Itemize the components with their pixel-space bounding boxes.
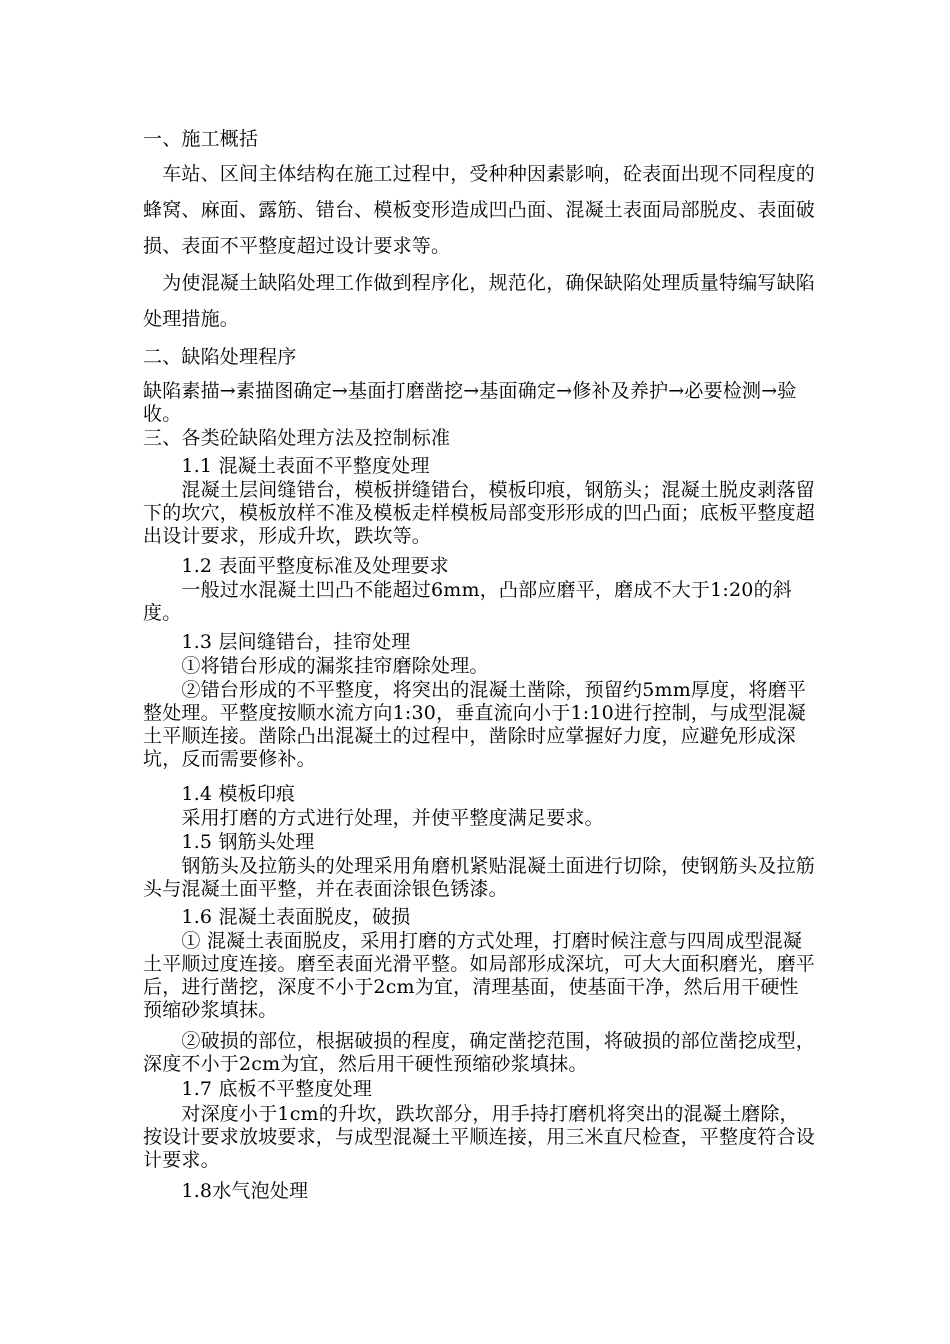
section1-paragraph-1: 车站、区间主体结构在施工过程中，受种种因素影响，砼表面出现不同程度的蜂窝、麻面、露筋、错台、模板变形造成凹凸面、混凝土表面局部脱皮、表面破损、表面不平整度超过设计要求等。 [143,163,816,257]
item-1-7-body: 对深度小于1cm的升坎，跌坎部分，用手持打磨机将突出的混凝土磨除，按设计要求放坡要求，与成型混凝土平顺连接，用三米直尺检查，平整度符合设计要求。 [143,1103,816,1171]
item-1-2-heading: 1.2 表面平整度标准及处理要求 [143,555,449,577]
item-1-7-heading: 1.7 底板不平整度处理 [143,1078,373,1100]
item-1-5-heading: 1.5 钢筋头处理 [143,831,315,853]
section3-heading: 三、各类砼缺陷处理方法及控制标准 [143,427,451,449]
item-1-3-body-1: ①将错台形成的漏浆挂帘磨除处理。 [143,655,489,677]
section1-heading: 一、施工概括 [143,128,259,150]
item-1-6-heading: 1.6 混凝土表面脱皮，破损 [143,906,411,928]
item-1-3-heading: 1.3 层间缝错台，挂帘处理 [143,631,411,653]
section1-paragraph-2: 为使混凝土缺陷处理工作做到程序化，规范化，确保缺陷处理质量特编写缺陷处理措施。 [143,272,816,330]
item-1-6-body-1: ① 混凝土表面脱皮，采用打磨的方式处理，打磨时候注意与四周成型混凝土平顺过度连接。磨至表面光滑平整。如局部形成深坑，可大大面积磨光，磨平后，进行凿挖，深度不小于2cm为宜，清理基面，使基面干净，然后用干硬性预缩砂浆填抹。 [143,930,816,1021]
item-1-5-body: 钢筋头及拉筋头的处理采用角磨机紧贴混凝土面进行切除，使钢筋头及拉筋头与混凝土面平整，并在表面涂银色锈漆。 [143,855,816,900]
item-1-1-heading: 1.1 混凝土表面不平整度处理 [143,455,430,477]
item-1-4-body: 采用打磨的方式进行处理，并使平整度满足要求。 [143,807,604,829]
item-1-4-heading: 1.4 模板印痕 [143,783,296,805]
section2-heading: 二、缺陷处理程序 [143,346,297,368]
item-1-2-body: 一般过水混凝土凹凸不能超过6mm，凸部应磨平，磨成不大于1:20的斜度。 [143,579,792,624]
section2-flow: 缺陷素描→素描图确定→基面打磨凿挖→基面确定→修补及养护→必要检测→验收。 [143,380,797,425]
item-1-6-body-2: ②破损的部位，根据破损的程度，确定凿挖范围，将破损的部位凿挖成型，深度不小于2cm为宜，然后用干硬性预缩砂浆填抹。 [143,1030,816,1075]
item-1-3-body-2: ②错台形成的不平整度，将突出的混凝土凿除，预留约5mm厚度，将磨平整处理。平整度按顺水流方向1:30，垂直流向小于1:10进行控制，与成型混凝土平顺连接。凿除凸出混凝土的过程中，凿除时应掌握好力度，应避免形成深坑，反而需要修补。 [143,679,807,770]
item-1-1-body: 混凝土层间缝错台，模板拼缝错台，模板印痕，钢筋头；混凝土脱皮剥落留下的坎穴，模板放样不准及模板走样模板局部变形形成的凹凸面；底板平整度超出设计要求，形成升坎，跌坎等。 [143,479,816,547]
item-1-8-heading: 1.8水气泡处理 [143,1180,309,1202]
